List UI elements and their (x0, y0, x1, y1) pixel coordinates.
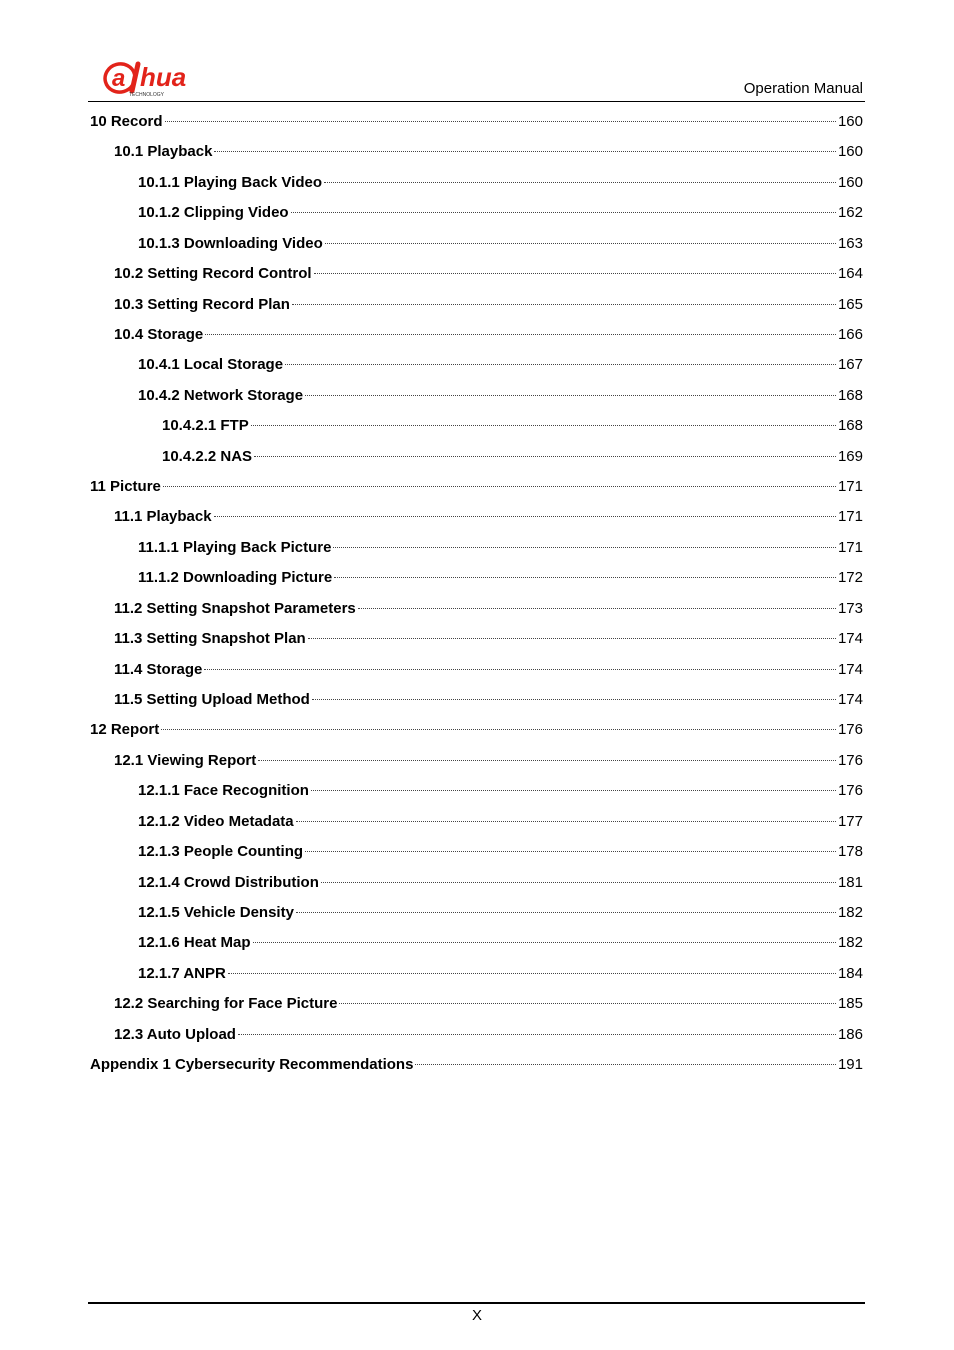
toc-dot-leader (296, 912, 836, 913)
toc-entry-title: 11 Picture (90, 478, 161, 496)
toc-entry-page: 182 (837, 903, 863, 921)
toc-entry[interactable] (90, 445, 863, 475)
toc-entry-title: 10 Record (90, 113, 163, 130)
toc-entry-title: 11.4 Storage (114, 660, 203, 678)
toc-entry-title: 10.4.2 Network Storage (138, 386, 304, 404)
toc-entry-page: 160 (837, 143, 863, 161)
toc-dot-leader (311, 790, 836, 791)
svg-text:hua: hua (140, 62, 187, 92)
toc-entry[interactable] (90, 718, 863, 748)
toc-entry[interactable] (90, 840, 863, 870)
toc-dot-leader (305, 395, 836, 396)
table-of-contents (90, 110, 863, 1084)
toc-entry[interactable] (90, 201, 863, 231)
toc-dot-leader (339, 1003, 836, 1004)
toc-entry-title: 10.4 Storage (114, 325, 204, 343)
toc-entry-page: 186 (837, 1025, 863, 1043)
toc-entry[interactable] (90, 505, 863, 535)
toc-dot-leader (253, 942, 836, 943)
toc-dot-leader (214, 151, 836, 152)
toc-entry-page: 181 (837, 873, 863, 891)
toc-entry-page: 174 (837, 660, 863, 678)
toc-entry-page: 167 (837, 356, 863, 374)
toc-entry-page: 163 (837, 234, 863, 252)
toc-dot-leader (285, 364, 836, 365)
toc-entry[interactable] (90, 749, 863, 779)
toc-dot-leader (205, 334, 836, 335)
toc-dot-leader (333, 547, 836, 548)
toc-entry-title: 12.1.5 Vehicle Density (138, 903, 294, 921)
footer-rule (88, 1302, 865, 1304)
toc-entry-page: 172 (837, 569, 863, 587)
document-title: Operation Manual (743, 80, 863, 97)
toc-dot-leader (214, 516, 836, 517)
toc-entry-title: 12.1.4 Crowd Distribution (138, 873, 319, 891)
toc-dot-leader (161, 729, 836, 730)
toc-entry[interactable] (90, 597, 863, 627)
toc-dot-leader (314, 273, 836, 274)
toc-entry[interactable] (90, 1053, 863, 1083)
toc-entry-page: 169 (837, 447, 863, 465)
toc-entry-page: 171 (837, 478, 863, 496)
toc-entry-title: 11.1 Playback (114, 508, 212, 526)
toc-dot-leader (296, 821, 836, 822)
toc-entry-page: 164 (837, 265, 863, 283)
toc-entry-title: 10.2 Setting Record Control (114, 265, 312, 283)
toc-dot-leader (324, 182, 836, 183)
toc-entry-page: 174 (837, 691, 863, 709)
toc-entry-title: 10.1.1 Playing Back Video (138, 173, 322, 191)
toc-entry-page: 165 (837, 295, 863, 313)
toc-entry[interactable] (90, 353, 863, 383)
toc-entry-page: 173 (837, 599, 863, 617)
toc-entry-title: 12.3 Auto Upload (114, 1025, 236, 1043)
toc-entry[interactable] (90, 779, 863, 809)
toc-dot-leader (228, 973, 836, 974)
logo-subtext: TECHNOLOGY (129, 92, 165, 98)
toc-entry[interactable] (90, 962, 863, 992)
page-header (88, 56, 865, 102)
toc-entry[interactable] (90, 871, 863, 901)
toc-entry-title: 11.5 Setting Upload Method (114, 691, 310, 709)
toc-dot-leader (204, 669, 836, 670)
toc-entry-title: 10.4.2.1 FTP (162, 417, 249, 435)
toc-entry-page: 160 (837, 113, 863, 130)
toc-dot-leader (305, 851, 836, 852)
toc-entry[interactable] (90, 232, 863, 262)
toc-dot-leader (292, 304, 836, 305)
toc-dot-leader (258, 760, 836, 761)
toc-entry-page: 176 (837, 782, 863, 800)
toc-entry-page: 166 (837, 325, 863, 343)
toc-entry[interactable] (90, 171, 863, 201)
toc-dot-leader (165, 121, 836, 122)
toc-dot-leader (312, 699, 836, 700)
toc-entry-page: 160 (837, 173, 863, 191)
toc-entry-title: 12.1.7 ANPR (138, 964, 226, 982)
toc-entry-page: 162 (837, 204, 863, 222)
toc-entry[interactable] (90, 262, 863, 292)
toc-entry-page: 168 (837, 417, 863, 435)
toc-entry[interactable] (90, 1023, 863, 1053)
toc-entry-page: 176 (837, 721, 863, 739)
toc-dot-leader (308, 638, 836, 639)
dahua-logo (96, 58, 216, 98)
toc-dot-leader (358, 608, 836, 609)
toc-entry-title: 11.1.1 Playing Back Picture (138, 538, 332, 556)
toc-entry[interactable] (90, 992, 863, 1022)
toc-entry-page: 171 (837, 538, 863, 556)
toc-entry-title: 12.1 Viewing Report (114, 751, 257, 769)
toc-entry[interactable] (90, 110, 863, 140)
toc-entry-title: 11.1.2 Downloading Picture (138, 569, 333, 587)
toc-dot-leader (415, 1064, 836, 1065)
svg-text:a: a (112, 65, 126, 92)
toc-entry-title: 12.1.3 People Counting (138, 843, 304, 861)
toc-entry[interactable] (90, 414, 863, 444)
toc-entry-title: 10.1 Playback (114, 143, 213, 161)
toc-entry-title: 12.1.2 Video Metadata (138, 812, 294, 830)
page-number: X (471, 1307, 482, 1324)
toc-entry-title: 12.2 Searching for Face Picture (114, 995, 338, 1013)
toc-entry-page: 182 (837, 934, 863, 952)
toc-dot-leader (163, 486, 836, 487)
toc-entry-page: 184 (837, 964, 863, 982)
toc-entry-title: 10.4.2.2 NAS (162, 447, 253, 465)
toc-entry[interactable] (90, 931, 863, 961)
toc-entry-page: 191 (837, 1056, 863, 1074)
toc-entry-title: 10.4.1 Local Storage (138, 356, 284, 374)
toc-entry-title: 11.3 Setting Snapshot Plan (114, 630, 306, 648)
toc-entry-page: 185 (837, 995, 863, 1013)
toc-dot-leader (238, 1034, 836, 1035)
toc-entry-page: 177 (837, 812, 863, 830)
toc-entry[interactable] (90, 384, 863, 414)
toc-entry[interactable] (90, 658, 863, 688)
toc-entry-title: 12 Report (90, 721, 160, 739)
toc-entry-page: 171 (837, 508, 863, 526)
toc-entry[interactable] (90, 475, 863, 505)
toc-entry[interactable] (90, 293, 863, 323)
toc-entry-title: 12.1.1 Face Recognition (138, 782, 309, 800)
toc-entry[interactable] (90, 566, 863, 596)
toc-entry-title: 10.3 Setting Record Plan (114, 295, 290, 313)
toc-entry-title: Appendix 1 Cybersecurity Recommendations (90, 1056, 414, 1074)
toc-entry-page: 176 (837, 751, 863, 769)
toc-entry[interactable] (90, 140, 863, 170)
toc-entry[interactable] (90, 536, 863, 566)
toc-dot-leader (321, 882, 836, 883)
toc-dot-leader (334, 577, 836, 578)
toc-entry-title: 10.1.3 Downloading Video (138, 234, 323, 252)
toc-entry-title: 10.1.2 Clipping Video (138, 204, 289, 222)
toc-entry-page: 178 (837, 843, 863, 861)
toc-dot-leader (254, 456, 836, 457)
toc-entry-page: 168 (837, 386, 863, 404)
toc-dot-leader (325, 243, 836, 244)
toc-entry[interactable] (90, 810, 863, 840)
toc-dot-leader (251, 425, 836, 426)
toc-dot-leader (291, 212, 836, 213)
toc-entry-title: 12.1.6 Heat Map (138, 934, 251, 952)
toc-entry[interactable] (90, 901, 863, 931)
toc-entry-title: 11.2 Setting Snapshot Parameters (114, 599, 356, 617)
toc-entry-page: 174 (837, 630, 863, 648)
toc-entry[interactable] (90, 323, 863, 353)
toc-entry[interactable] (90, 627, 863, 657)
toc-entry[interactable] (90, 688, 863, 718)
